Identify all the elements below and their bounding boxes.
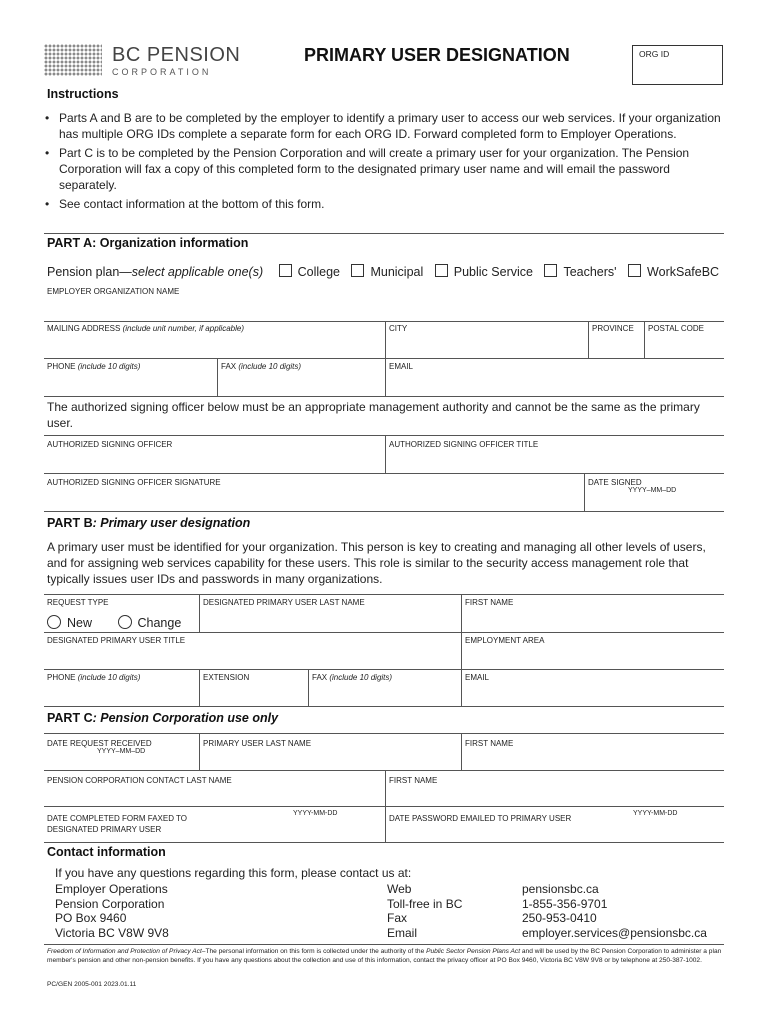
address-line: Victoria BC V8W 9V8	[55, 925, 169, 940]
divider	[44, 358, 724, 359]
divider	[44, 396, 724, 397]
divider	[217, 358, 218, 396]
divider	[385, 321, 386, 358]
contact-values	[522, 882, 707, 940]
extension-label: EXTENSION	[203, 673, 250, 682]
change-radio[interactable]	[118, 615, 132, 629]
signing-officer-label: AUTHORIZED SIGNING OFFICER	[47, 440, 173, 449]
logo-dots	[44, 44, 102, 76]
contact-label: Fax	[387, 911, 408, 925]
divider	[44, 321, 724, 322]
divider	[461, 632, 462, 669]
new-radio[interactable]	[47, 615, 61, 629]
divider	[461, 733, 462, 770]
toll-free-number: 1-855-356-9701	[522, 896, 608, 911]
municipal-label: Municipal	[370, 265, 424, 279]
date-format: YYYY-MM-DD	[633, 810, 678, 817]
contact-label: Toll-free in BC	[387, 896, 463, 911]
teachers-label: Teachers'	[563, 265, 617, 279]
contact-label: Web	[387, 882, 412, 896]
part-c-heading: PART C: Pension Corporation use only	[47, 711, 279, 725]
contact-label: Email	[387, 925, 418, 940]
divider	[385, 435, 386, 473]
org-id-label: ORG ID	[639, 49, 670, 59]
employment-area-label: EMPLOYMENT AREA	[465, 636, 545, 645]
divider	[385, 358, 386, 396]
date-emailed-label: DATE PASSWORD EMAILED TO PRIMARY USER	[389, 814, 572, 823]
municipal-checkbox[interactable]	[351, 264, 364, 277]
date-received-label: DATE REQUEST RECEIVED	[47, 739, 152, 748]
divider	[44, 594, 724, 595]
divider	[44, 435, 724, 436]
address-line: Employer Operations	[55, 882, 168, 896]
form-code: PC/GEN 2005-001 2023.01.11	[47, 981, 137, 988]
pc-first-name-label: FIRST NAME	[465, 739, 514, 748]
signing-officer-note: The authorized signing officer below must be an appropriate management authority and cannot be the same as the primary user.	[47, 400, 700, 430]
divider	[44, 842, 724, 843]
instruction-item: • Parts A and B are to be completed by the employer to identify a primary user to access our web services. If your organization has multiple ORG IDs complete a separate form for each ORG ID. Forward completed form to Employer Operations.	[43, 110, 723, 142]
city-label: CITY	[389, 324, 408, 333]
public-service-label: Public Service	[453, 265, 533, 279]
date-signed-label: DATE SIGNED	[588, 478, 642, 487]
date-format: YYYY-MM-DD	[293, 810, 338, 817]
contact-labels	[387, 882, 462, 940]
pension-plan-label: Pension plan—	[47, 265, 132, 279]
divider	[44, 473, 724, 474]
change-label: Change	[137, 616, 182, 630]
instructions-heading: Instructions	[47, 87, 119, 101]
employer-name-label: EMPLOYER ORGANIZATION NAME	[47, 287, 180, 296]
address-line: PO Box 9460	[55, 911, 127, 925]
divider	[588, 321, 589, 358]
pension-plan-row	[47, 264, 719, 279]
part-a-heading: PART A: Organization information	[47, 236, 249, 250]
fax-number: 250-953-0410	[522, 911, 597, 925]
worksafebc-checkbox[interactable]	[628, 264, 641, 277]
logo-text: BC PENSION	[112, 44, 241, 66]
date-format: YYYY–MM–DD	[628, 487, 677, 494]
divider	[44, 233, 724, 234]
email-label: EMAIL	[389, 362, 414, 371]
instruction-item: • Part C is to be completed by the Pension Corporation and will create a primary user for your organization. The Pension Corporation will fax a copy of this completed form to the designated primary user name and will email the password separately.	[43, 145, 723, 193]
divider	[44, 733, 724, 734]
divider	[584, 473, 585, 511]
divider	[308, 669, 309, 706]
primary-user-last-name-label: DESIGNATED PRIMARY USER LAST NAME	[203, 598, 365, 607]
new-label: New	[67, 616, 93, 630]
address-line: Pension Corporation	[55, 896, 165, 911]
primary-user-title-label: DESIGNATED PRIMARY USER TITLE	[47, 636, 186, 645]
instruction-item: • See contact information at the bottom of this form.	[43, 196, 723, 212]
divider	[44, 770, 724, 771]
pu-phone-label: PHONE (include 10 digits)	[47, 673, 141, 682]
college-label: College	[297, 265, 340, 279]
divider	[44, 706, 724, 707]
request-type-options	[47, 615, 181, 630]
date-format: YYYY–MM–DD	[97, 748, 146, 755]
contact-heading: Contact information	[47, 845, 166, 859]
divider	[199, 669, 200, 706]
org-id-field[interactable]	[632, 45, 723, 85]
teachers-checkbox[interactable]	[544, 264, 557, 277]
signature-label: AUTHORIZED SIGNING OFFICER SIGNATURE	[47, 478, 221, 487]
divider	[44, 511, 724, 512]
pension-plan-hint: select applicable one(s)	[131, 265, 264, 279]
email-link[interactable]: employer.services@pensionsbc.ca	[522, 925, 707, 940]
part-b-heading: PART B: Primary user designation	[47, 516, 251, 530]
contact-first-name-label: FIRST NAME	[389, 776, 438, 785]
contact-intro: If you have any questions regarding this form, please contact us at:	[55, 866, 412, 880]
pc-primary-user-last-name-label: PRIMARY USER LAST NAME	[203, 739, 312, 748]
instructions-list	[43, 110, 723, 215]
part-b-description: A primary user must be identified for your organization. This person is key to creating and managing all other levels of users, and for assigning web services capability for these users. This role is similar to the security access management role that typically issues user IDs and passwords in many organizations.	[47, 540, 706, 586]
fax-label: FAX (include 10 digits)	[221, 362, 302, 371]
mailing-address-label: MAILING ADDRESS (include unit number, if applicable)	[47, 324, 244, 333]
contact-last-name-label: PENSION CORPORATION CONTACT LAST NAME	[47, 776, 232, 785]
signing-officer-title-label: AUTHORIZED SIGNING OFFICER TITLE	[389, 440, 539, 449]
divider	[644, 321, 645, 358]
divider	[199, 733, 200, 770]
postal-code-label: POSTAL CODE	[648, 324, 705, 333]
divider	[44, 632, 724, 633]
date-faxed-label: DATE COMPLETED FORM FAXED TO DESIGNATED PRIMARY USER	[47, 814, 188, 834]
province-label: PROVINCE	[592, 324, 634, 333]
divider	[44, 806, 724, 807]
worksafebc-label: WorkSafeBC	[647, 265, 720, 279]
pu-fax-label: FAX (include 10 digits)	[312, 673, 393, 682]
privacy-notice: Freedom of Information and Protection of Privacy Act–The personal information on this form is collected under the authority of the Public Sector Pension Plans Act and will be used by the BC Pension Corporation to administer a plan member's pension and other non-pension benefits. If you have any questions about the collection and use of this information, contact the privacy officer at PO Box 9460, Victoria BC V8W 9V8 or by telephone at 250-387-1002.	[47, 948, 722, 964]
form-title: PRIMARY USER DESIGNATION	[304, 45, 570, 65]
divider	[44, 944, 724, 945]
divider	[461, 669, 462, 706]
website-link[interactable]: pensionsbc.ca	[522, 882, 599, 896]
logo-subtext: CORPORATION	[112, 67, 212, 77]
pu-email-label: EMAIL	[465, 673, 490, 682]
contact-address	[55, 882, 169, 940]
request-type-label: REQUEST TYPE	[47, 598, 109, 607]
divider	[44, 669, 724, 670]
first-name-label: FIRST NAME	[465, 598, 514, 607]
phone-label: PHONE (include 10 digits)	[47, 362, 141, 371]
divider	[461, 594, 462, 632]
public-service-checkbox[interactable]	[435, 264, 448, 277]
divider	[199, 594, 200, 632]
college-checkbox[interactable]	[279, 264, 292, 277]
